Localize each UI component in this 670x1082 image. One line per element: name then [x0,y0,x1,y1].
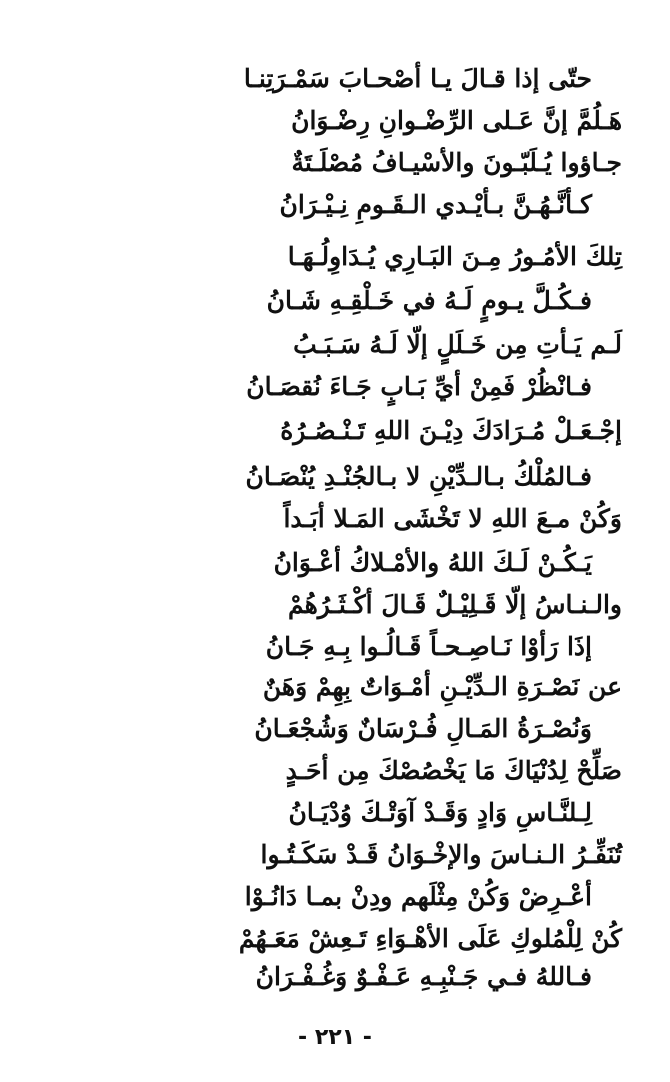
verse-line: عن نَصْـرَةِ الـدِّيْـنِ أمْـوَاتٌ بِهِمْ وَهَنٌ [262,672,622,701]
verse-line: كـأنَّـهُـنَّ بـأيْـدي الـقَـومِ نِـيْـرَانُ [279,190,592,219]
verse-line: صَلِّحْ لِدُنْيَاكَ مَا يَخْصُصْكَ مِن أحَـدٍ [285,756,622,785]
page-number: - ٢٢١ - [298,1025,372,1050]
verse-line: يَـكُـنْ لَـكَ اللهُ والأمْـلاكُ أعْـوَانُ [273,548,592,577]
verse-line: هَـلُمَّ إنَّ عَـلى الرِّضْـوانِ رِضْـوَانُ [291,106,622,135]
verse-line: كُنْ لِلْمُلوكِ عَلَى الأهْـوَاءِ تَـعِشْ مَعَـهُمْ [238,924,622,953]
verse-line: فـالمُلْكُ بـالـدِّيْنِ لا بـالجُنْـدِ يُنْصَـانُ [245,462,592,491]
verse-line: تِلكَ الأمُـورُ مِـنَ البَـارِي يُـدَاوِلُـهَـا [287,242,622,271]
verse-line: والـنـاسُ إلّا قَـلِيْـلٌ قَـالَ أكْـثَـرُهُمْ [287,590,622,619]
verse-line: فـانْظُرْ فَمِنْ أيِّ بَـابٍ جَـاءَ نُقصَـانُ [246,372,592,401]
verse-line: إجْـعَـلْ مُـرَادَكَ دِيْـنَ اللهِ تَـنْـصُـرُهُ [280,416,622,445]
verse-line: لَـم يَـأتِ مِن خَـلَلٍ إلّا لَـهُ سَـبَـبُ [293,330,622,359]
verse-line: فـكُـلَّ يـومٍ لَـهُ في خَـلْقِـهِ شَـانُ [266,286,592,315]
verse-line: إذَا رَأوْا نَـاصِـحـاً قَـالُـوا بِـهِ جَـانُ [265,632,592,661]
verse-line: حتّى إذا قـالَ يـا أصْحـابَ سَمْـرَتِنـا [243,64,592,93]
verse-line: أعْـرِضْ وَكُنْ مِثْلَهم ودِنْ بمـا دَانُـوْا [244,882,592,911]
verse-line: وَنُصْـرَةُ المَـالِ فُـرْسَانٌ وَشُجْعَـانُ [254,714,592,743]
verse-line: جـاؤوا يُـلَبّـونَ والأسْيـافُ مُصْلَـتَةٌ [291,148,622,177]
verse-line: لِـلنَّـاسِ وَادٍ وَقَـدْ آوَتْـكَ وُدْيَـانُ [288,798,592,827]
verse-line: فـاللهُ فـي جَـنْبِـهِ عَـفْـوٌ وَغُـفْـرَانُ [255,962,592,991]
verse-line: تُنَفِّـرُ الـنـاسَ والإخْـوَانُ قَـدْ سَكَـتُـوا [260,840,622,869]
verse-line: وَكُنْ مـعَ اللهِ لا تَخْشَى المَـلا أبَـداً [283,504,622,533]
